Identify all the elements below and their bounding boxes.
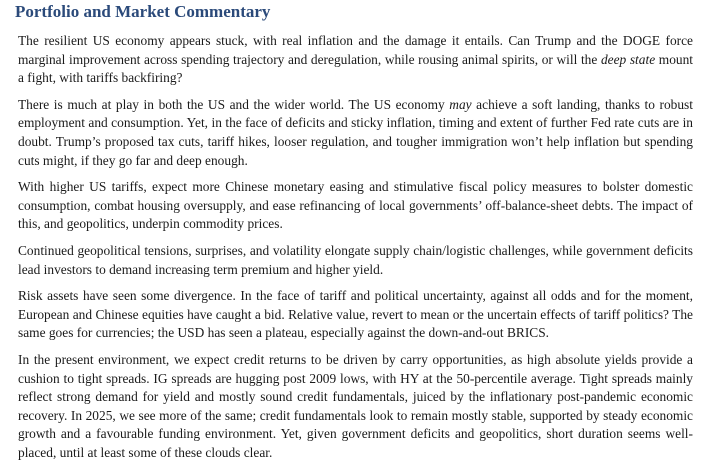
paragraph-2-emphasis: may <box>449 96 472 112</box>
paragraph-3-text: With higher US tariffs, expect more Chinese monetary easing and stimulative fiscal policy measures to bolster domestic consumption, combat housing oversupply, and ease refinancing of local governments’ off-balance-sheet debts. The impact of this, and geopolitics, underpin commodity prices. <box>18 179 693 232</box>
paragraph-3 <box>18 178 693 234</box>
paragraph-6-text: In the present environment, we expect credit returns to be driven by carry opportunities, as high absolute yields provide a cushion to tight spreads. IG spreads are hugging post 2009 lows, with HY at the 50-percentile average. Tight spreads mainly reflect strong demand for yield and mostly sound credit fundamentals, juiced by the inflationary post-pandemic economic recovery. In 2025, we see more of the same; credit fundamentals look to remain mostly stable, supported by steady economic growth and a favourable funding environment. Yet, given government deficits and geopolitics, short duration seems well-placed, until at least some of these clouds clear. <box>18 351 693 460</box>
page-title: Portfolio and Market Commentary <box>15 2 271 21</box>
paragraph-5-text: Risk assets have seen some divergence. In the face of tariff and political uncertainty, against all odds and for the moment, European and Chinese equities have caught a bid. Relative value, revert to mean or the uncertain effects of tariff politics? The same goes for currencies; the USD has seen a plateau, especially against the down-and-out BRICS. <box>18 288 693 341</box>
paragraph-4-text: Continued geopolitical tensions, surprises, and volatility elongate supply chain/logistic challenges, while government deficits lead investors to demand increasing term premium and higher yield. <box>18 242 693 277</box>
paragraph-1-emphasis: deep state <box>600 51 656 67</box>
paragraph-4 <box>18 242 693 279</box>
commentary-page <box>15 2 693 470</box>
paragraph-5 <box>18 287 693 343</box>
paragraph-1-text-a: The resilient US economy appears stuck, with real inflation and the damage it entails. Can Trump and the DOGE force marginal improvement across spending trajectory and deregulation, while rousing animal spirits, or will the <box>18 33 693 67</box>
paragraph-1 <box>18 32 693 88</box>
paragraph-2-text-b: achieve a soft landing, thanks to robust employment and consumption. Yet, in the face of deficits and sticky inflation, timing and extent of further Fed rate cuts are in doubt. Trump’s proposed tax cuts, tariff hikes, looser regulation, and tougher immigration won’t help inflation but spending cuts might, if they go far and deep enough. <box>18 96 693 168</box>
paragraph-2 <box>18 96 693 170</box>
paragraph-2-text-a: There is much at play in both the US and the wider world. The US economy <box>18 96 450 112</box>
paragraph-6 <box>18 351 693 463</box>
paragraph-1-text-b: mount a fight, with tariffs backfiring? <box>18 51 693 86</box>
